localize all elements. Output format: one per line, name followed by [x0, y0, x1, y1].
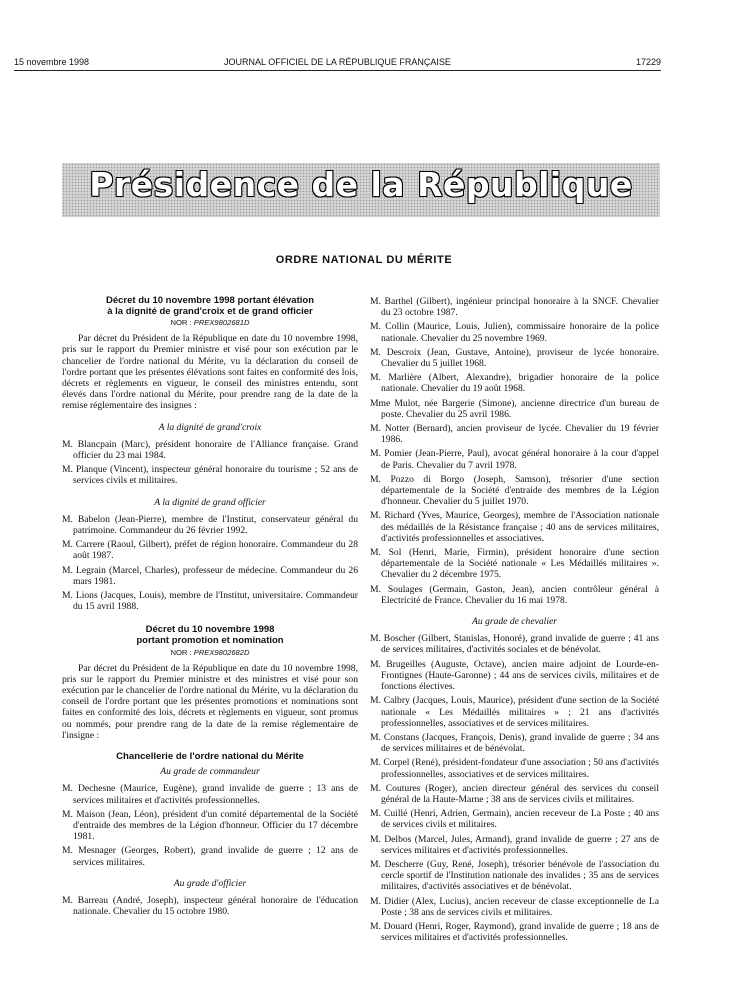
- subheading-commandeur: Au grade de commandeur: [160, 766, 260, 778]
- list-item: M. Dechesne (Maurice, Eugène), grand invalide de guerre ; 13 ans de services militaires et d'activités professionnelles.: [62, 783, 358, 806]
- list-item: M. Legrain (Marcel, Charles), professeur de médecine. Commandeur du 26 mars 1981.: [62, 564, 358, 587]
- header-page-number: 17229: [635, 57, 661, 67]
- page-header: [14, 57, 661, 69]
- list-item: M. Coutures (Roger), ancien directeur général des services du conseil général de la Haute-Marne ; 38 ans de services civils et militaires.: [370, 782, 659, 805]
- list-item: M. Cuillé (Henri, Adrien, Germain), ancien receveur de La Poste ; 40 ans de services civils et militaires.: [370, 808, 659, 831]
- list-item: M. Richard (Yves, Maurice, Georges), membre de l'Association nationale des médaillés de la Résistance française ; 40 ans de services militaires, d'activités professionnelles et associatives.: [370, 510, 659, 544]
- list-item: M. Marlière (Albert, Alexandre), brigadier honoraire de la police nationale. Chevalier du 19 août 1968.: [370, 372, 659, 395]
- list-item: M. Planque (Vincent), inspecteur général honoraire du tourisme ; 52 ans de services civils et militaires.: [62, 464, 358, 487]
- list-item: Mme Mulot, née Bargerie (Simone), ancienne directrice d'un bureau de poste. Chevalier du 25 avril 1986.: [370, 397, 659, 420]
- list-item: M. Lions (Jacques, Louis), membre de l'Institut, universitaire. Commandeur du 15 avril 1988.: [62, 590, 358, 613]
- left-column: [62, 296, 358, 921]
- decree2-body: Par décret du Président de la République en date du 10 novembre 1998, pris sur le rapport du Premier ministre et des ministres et visé pour son exécution par le chancelier de l'ordre national du Mérite, vu la déclaration du conseil de l'ordre portant que les présentes promotions et nominations sont faites en conformité des lois, décrets et règlements en vigueur, sont promus ou nommés, pour prendre rang de la date de la remise réglementaire de l'insigne :: [62, 662, 358, 741]
- subheading-officier: Au grade d'officier: [173, 877, 247, 889]
- nor-label: NOR :: [170, 647, 192, 657]
- list-item: M. Barthel (Gilbert), ingénieur principal honoraire à la SNCF. Chevalier du 23 octobre 1987.: [370, 296, 659, 319]
- list-item: M. Boscher (Gilbert, Stanislas, Honoré), grand invalide de guerre ; 41 ans de services militaires, d'activités sociales et de bénévolat.: [370, 633, 659, 656]
- list-item: M. Pomier (Jean-Pierre, Paul), avocat général honoraire à la cour d'appel de Paris. Chevalier du 7 avril 1978.: [370, 448, 659, 471]
- list-item: M. Collin (Maurice, Louis, Julien), commissaire honoraire de la police nationale. Chevalier du 25 novembre 1969.: [370, 321, 659, 344]
- list-item: M. Corpel (René), président-fondateur d'une association ; 50 ans d'activités professionnelles, associatives et de services militaires.: [370, 757, 659, 780]
- nor-code: PREX9802681D: [193, 318, 250, 328]
- list-item: M. Delbos (Marcel, Jules, Armand), grand invalide de guerre ; 27 ans de services militaires et d'activités professionnelles.: [370, 833, 659, 856]
- decree2-title-line2: portant promotion et nomination: [136, 635, 284, 647]
- list-item: M. Maison (Jean, Léon), président d'un comité départemental de la Société d'entraide des membres de la Légion d'honneur. Officier du 17 décembre 1981.: [62, 808, 358, 843]
- list-item: M. Douard (Henri, Roger, Raymond), grand invalide de guerre ; 18 ans de services militaires et d'activités professionnelles.: [370, 920, 659, 944]
- list-item: M. Calbry (Jacques, Louis, Maurice), président d'une section de la Société nationale « Les Médaillés militaires » ; 21 ans d'activités professionnelles, associatives et de services militaires.: [370, 695, 659, 729]
- header-journal-title: JOURNAL OFFICIEL DE LA RÉPUBLIQUE FRANÇAISE: [224, 57, 451, 67]
- order-title: ORDRE NATIONAL DU MÉRITE: [275, 254, 453, 266]
- decree1-body: Par décret du Président de la République en date du 10 novembre 1998, pris sur le rapport du Premier ministre et visé pour son exécution par le chancelier de l'ordre national du Mérite, vu la déclaration du conseil de l'ordre portant que les présentes élévations sont faites en conformité des lois, décrets et règlements en vigueur, le conseil des ministres entendu, sont élevés dans l'ordre national du Mérite, pour prendre rang de la date de la remise réglementaire des insignes :: [62, 333, 358, 412]
- banner-title: Présidence de la République: [89, 165, 633, 204]
- section-heading-chancellerie: Chancellerie de l'ordre national du Mérite: [116, 751, 304, 763]
- subheading-grand-croix: A la dignité de grand'croix: [158, 421, 262, 433]
- list-item: M. Blancpain (Marc), président honoraire de l'Alliance française. Grand officier du 23 mai 1984.: [62, 438, 358, 462]
- decree2-title-line1: Décret du 10 novembre 1998: [145, 624, 275, 636]
- subheading-grand-officier: A la dignité de grand officier: [154, 496, 266, 508]
- section-banner: [62, 163, 660, 217]
- nor-code: PREX9802682D: [193, 647, 250, 657]
- list-item: M. Constans (Jacques, François, Denis), grand invalide de guerre ; 34 ans de services militaires et de bénévolat.: [370, 731, 659, 755]
- decree1-title-line2: à la dignité de grand'croix et de grand officier: [107, 305, 313, 317]
- list-item: M. Sol (Henri, Marie, Firmin), président honoraire d'une section départementale de la Société nationale « Les Médaillés militaires ». Chevalier du 2 décembre 1975.: [370, 547, 659, 581]
- list-item: M. Soulages (Germain, Gaston, Jean), ancien contrôleur général à Electricité de France. Chevalier du 16 mai 1978.: [370, 583, 659, 606]
- decree2-nor: [62, 648, 358, 657]
- list-item: M. Didier (Alex, Lucius), ancien receveur de classe exceptionnelle de La Poste ; 38 ans de services civils et militaires.: [370, 895, 659, 918]
- nor-label: NOR :: [170, 318, 192, 328]
- decree1-nor: [62, 318, 358, 327]
- list-item: M. Brugeilles (Auguste, Octave), ancien maire adjoint de Lourde-en-Frontignes (Haute-Garonne) ; 44 ans de services civils, militaires et de fonctions électives.: [370, 658, 659, 693]
- list-item: M. Pozzo di Borgo (Joseph, Samson), trésorier d'une section départementale de la Société d'entraide des membres de la Légion d'honneur. Chevalier du 5 juillet 1970.: [370, 473, 659, 508]
- list-item: M. Carrere (Raoul, Gilbert), préfet de région honoraire. Commandeur du 28 août 1987.: [62, 539, 358, 562]
- list-item: M. Barreau (André, Joseph), inspecteur général honoraire de l'éducation nationale. Chevalier du 15 octobre 1980.: [62, 895, 358, 918]
- list-item: M. Babelon (Jean-Pierre), membre de l'Institut, conservateur général du patrimoine. Commandeur du 26 février 1992.: [62, 513, 358, 537]
- subheading-chevalier: Au grade de chevalier: [472, 616, 557, 628]
- decree1-title-line1: Décret du 10 novembre 1998 portant élévation: [105, 295, 315, 306]
- list-item: M. Notter (Bernard), ancien proviseur de lycée. Chevalier du 19 février 1986.: [370, 423, 659, 446]
- header-date: 15 novembre 1998: [14, 57, 90, 67]
- right-column: [370, 296, 659, 946]
- list-item: M. Descroix (Jean, Gustave, Antoine), proviseur de lycée honoraire. Chevalier du 5 juillet 1968.: [370, 346, 659, 370]
- list-item: M. Descherre (Guy, René, Joseph), trésorier bénévole de l'association du cercle sportif de l'Institution nationale des invalides ; 35 ans de services militaires, d'activités associatives et de bénévolat.: [370, 858, 659, 893]
- list-item: M. Mesnager (Georges, Robert), grand invalide de guerre ; 12 ans de services militaires.: [62, 845, 358, 868]
- header-rule: [14, 70, 661, 71]
